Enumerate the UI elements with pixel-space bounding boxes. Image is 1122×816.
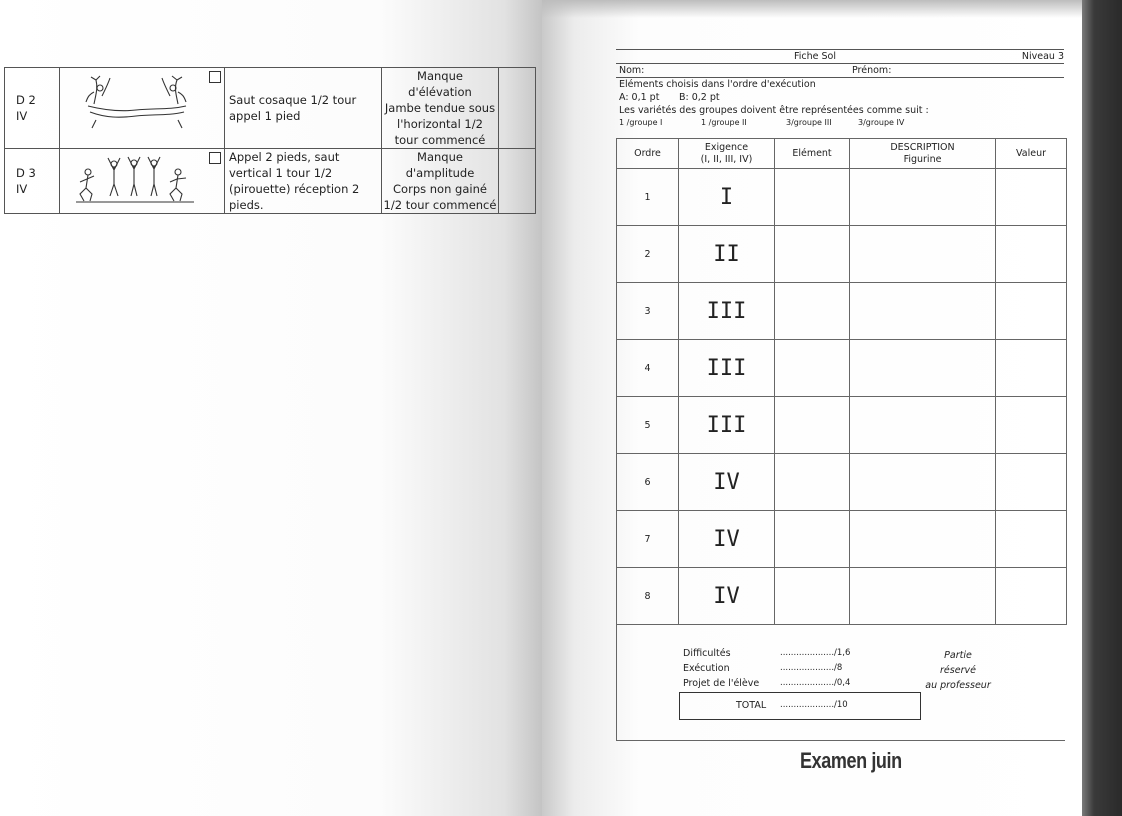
description-cell (225, 149, 382, 214)
element-group: IV (16, 182, 28, 196)
ordre-cell: 3 (617, 283, 679, 340)
description-input-cell[interactable] (850, 397, 996, 454)
valeur-input-cell[interactable] (996, 226, 1067, 283)
valeur-input-cell[interactable] (996, 340, 1067, 397)
points-a: A: 0,1 pt (619, 92, 660, 103)
fault-line: 1/2 tour commencé (383, 198, 497, 212)
group-requirement: 3/groupe IV (858, 118, 905, 127)
reserve-line: au professeur (925, 680, 991, 691)
valeur-input-cell[interactable] (996, 454, 1067, 511)
exigence-cell: I (679, 169, 775, 226)
table-row (617, 511, 1067, 568)
varietes-instruction: Les variétés des groupes doivent être représentées comme suit : (619, 105, 929, 116)
teacher-reserved-note (913, 648, 1003, 693)
page-shadow (542, 0, 1082, 18)
table-row (617, 397, 1067, 454)
element-input-cell[interactable] (775, 568, 850, 625)
header-exigence-sub: (I, II, III, IV) (700, 153, 753, 165)
value-cell (499, 149, 536, 214)
table-row (617, 169, 1067, 226)
description-input-cell[interactable] (850, 226, 996, 283)
header-exigence (679, 139, 775, 169)
element-input-cell[interactable] (775, 340, 850, 397)
points-row (616, 91, 1064, 104)
group-requirement: 1 /groupe II (701, 118, 747, 127)
grid-header (617, 139, 1067, 169)
valeur-input-cell[interactable] (996, 169, 1067, 226)
exam-title: Examen juin (800, 748, 902, 773)
figure-cell (60, 149, 225, 214)
fault-cell (382, 149, 499, 214)
description-input-cell[interactable] (850, 511, 996, 568)
element-input-cell[interactable] (775, 226, 850, 283)
ordre-cell: 4 (617, 340, 679, 397)
form-title: Fiche Sol (794, 51, 837, 62)
description-input-cell[interactable] (850, 169, 996, 226)
fault-line: Manque (417, 69, 463, 83)
select-checkbox[interactable] (209, 152, 221, 164)
description-input-cell[interactable] (850, 283, 996, 340)
fault-line: Manque (417, 150, 463, 164)
table-row (5, 149, 536, 214)
score-summary (616, 620, 1065, 741)
header-description (850, 139, 996, 169)
header-description-sub: Figurine (903, 153, 942, 165)
projet-label: Projet de l'élève (683, 678, 760, 689)
header-ordre: Ordre (617, 139, 679, 169)
difficultes-score[interactable]: ..................../1,6 (780, 648, 851, 658)
elements-grid (616, 138, 1067, 625)
exigence-cell: III (679, 340, 775, 397)
select-checkbox[interactable] (209, 71, 221, 83)
valeur-input-cell[interactable] (996, 568, 1067, 625)
element-group: IV (16, 109, 28, 123)
elements-row (616, 78, 1064, 91)
value-cell (499, 68, 536, 149)
table-row (617, 454, 1067, 511)
exigence-cell: IV (679, 511, 775, 568)
header-element: Elément (775, 139, 850, 169)
element-input-cell[interactable] (775, 169, 850, 226)
turning-jump-sequence-sketch-icon (74, 154, 199, 209)
description-input-cell[interactable] (850, 454, 996, 511)
description-line: pieds. (229, 198, 264, 212)
exigence-cell: IV (679, 568, 775, 625)
fault-line: d'élévation (408, 85, 472, 99)
code-cell (5, 149, 60, 214)
level-label: Niveau 3 (1021, 51, 1064, 62)
valeur-input-cell[interactable] (996, 397, 1067, 454)
ordre-cell: 6 (617, 454, 679, 511)
element-code: D 2 (16, 93, 36, 107)
total-box (679, 692, 921, 720)
ordre-cell: 1 (617, 169, 679, 226)
description-line: Appel 2 pieds, saut (229, 150, 340, 164)
element-input-cell[interactable] (775, 397, 850, 454)
element-input-cell[interactable] (775, 454, 850, 511)
elements-instruction: Eléments choisis dans l'ordre d'exécution (619, 79, 816, 90)
ordre-cell: 7 (617, 511, 679, 568)
description-line: (pirouette) réception 2 (229, 182, 360, 196)
element-input-cell[interactable] (775, 511, 850, 568)
fault-line: Jambe tendue sous (384, 101, 496, 115)
exigence-cell: III (679, 283, 775, 340)
nom-field[interactable]: Nom: (619, 65, 645, 76)
total-label: TOTAL (736, 700, 767, 711)
total-score[interactable]: ..................../10 (780, 700, 848, 710)
name-row (616, 64, 1064, 77)
element-code: D 3 (16, 166, 36, 180)
description-cell: Saut cosaque 1/2 tour appel 1 pied (225, 68, 382, 149)
difficultes-label: Difficultés (683, 648, 731, 659)
fault-line: Corps non gainé (393, 182, 487, 196)
table-row (617, 340, 1067, 397)
valeur-input-cell[interactable] (996, 511, 1067, 568)
code-cell (5, 68, 60, 149)
description-input-cell[interactable] (850, 340, 996, 397)
execution-score[interactable]: ..................../8 (780, 663, 843, 673)
figure-cell (60, 68, 225, 149)
exigence-cell: III (679, 397, 775, 454)
group-requirement: 3/groupe III (786, 118, 832, 127)
fault-line: d'amplitude (405, 166, 475, 180)
description-line: vertical 1 tour 1/2 (229, 166, 333, 180)
reserve-line: Partie (944, 650, 972, 661)
table-row (617, 568, 1067, 625)
ordre-cell: 5 (617, 397, 679, 454)
table-row (5, 68, 536, 149)
element-input-cell[interactable] (775, 283, 850, 340)
projet-score[interactable]: ..................../0,4 (780, 678, 851, 688)
form-header (616, 49, 1064, 129)
split-jump-sketch-icon (74, 74, 199, 134)
fault-cell (382, 68, 499, 149)
exigence-cell: IV (679, 454, 775, 511)
table-row (617, 226, 1067, 283)
title-row (616, 50, 1064, 63)
group-requirement: 1 /groupe I (619, 118, 663, 127)
header-description-label: DESCRIPTION (890, 141, 955, 153)
reserve-line: réservé (940, 665, 976, 676)
ordre-cell: 2 (617, 226, 679, 283)
varietes-row (616, 104, 1064, 117)
table-row (617, 283, 1067, 340)
exigence-cell: II (679, 226, 775, 283)
points-b: B: 0,2 pt (679, 92, 720, 103)
prenom-field[interactable]: Prénom: (852, 65, 892, 76)
execution-label: Exécution (683, 663, 730, 674)
header-exigence-label: Exigence (704, 141, 749, 153)
fault-line: tour commencé (394, 133, 486, 147)
fault-line: l'horizontal 1/2 (397, 117, 483, 131)
header-valeur: Valeur (996, 139, 1067, 169)
binder-edge (1082, 0, 1122, 816)
groups-row (616, 117, 1064, 129)
ordre-cell: 8 (617, 568, 679, 625)
valeur-input-cell[interactable] (996, 283, 1067, 340)
description-input-cell[interactable] (850, 568, 996, 625)
difficulty-table (4, 67, 536, 214)
